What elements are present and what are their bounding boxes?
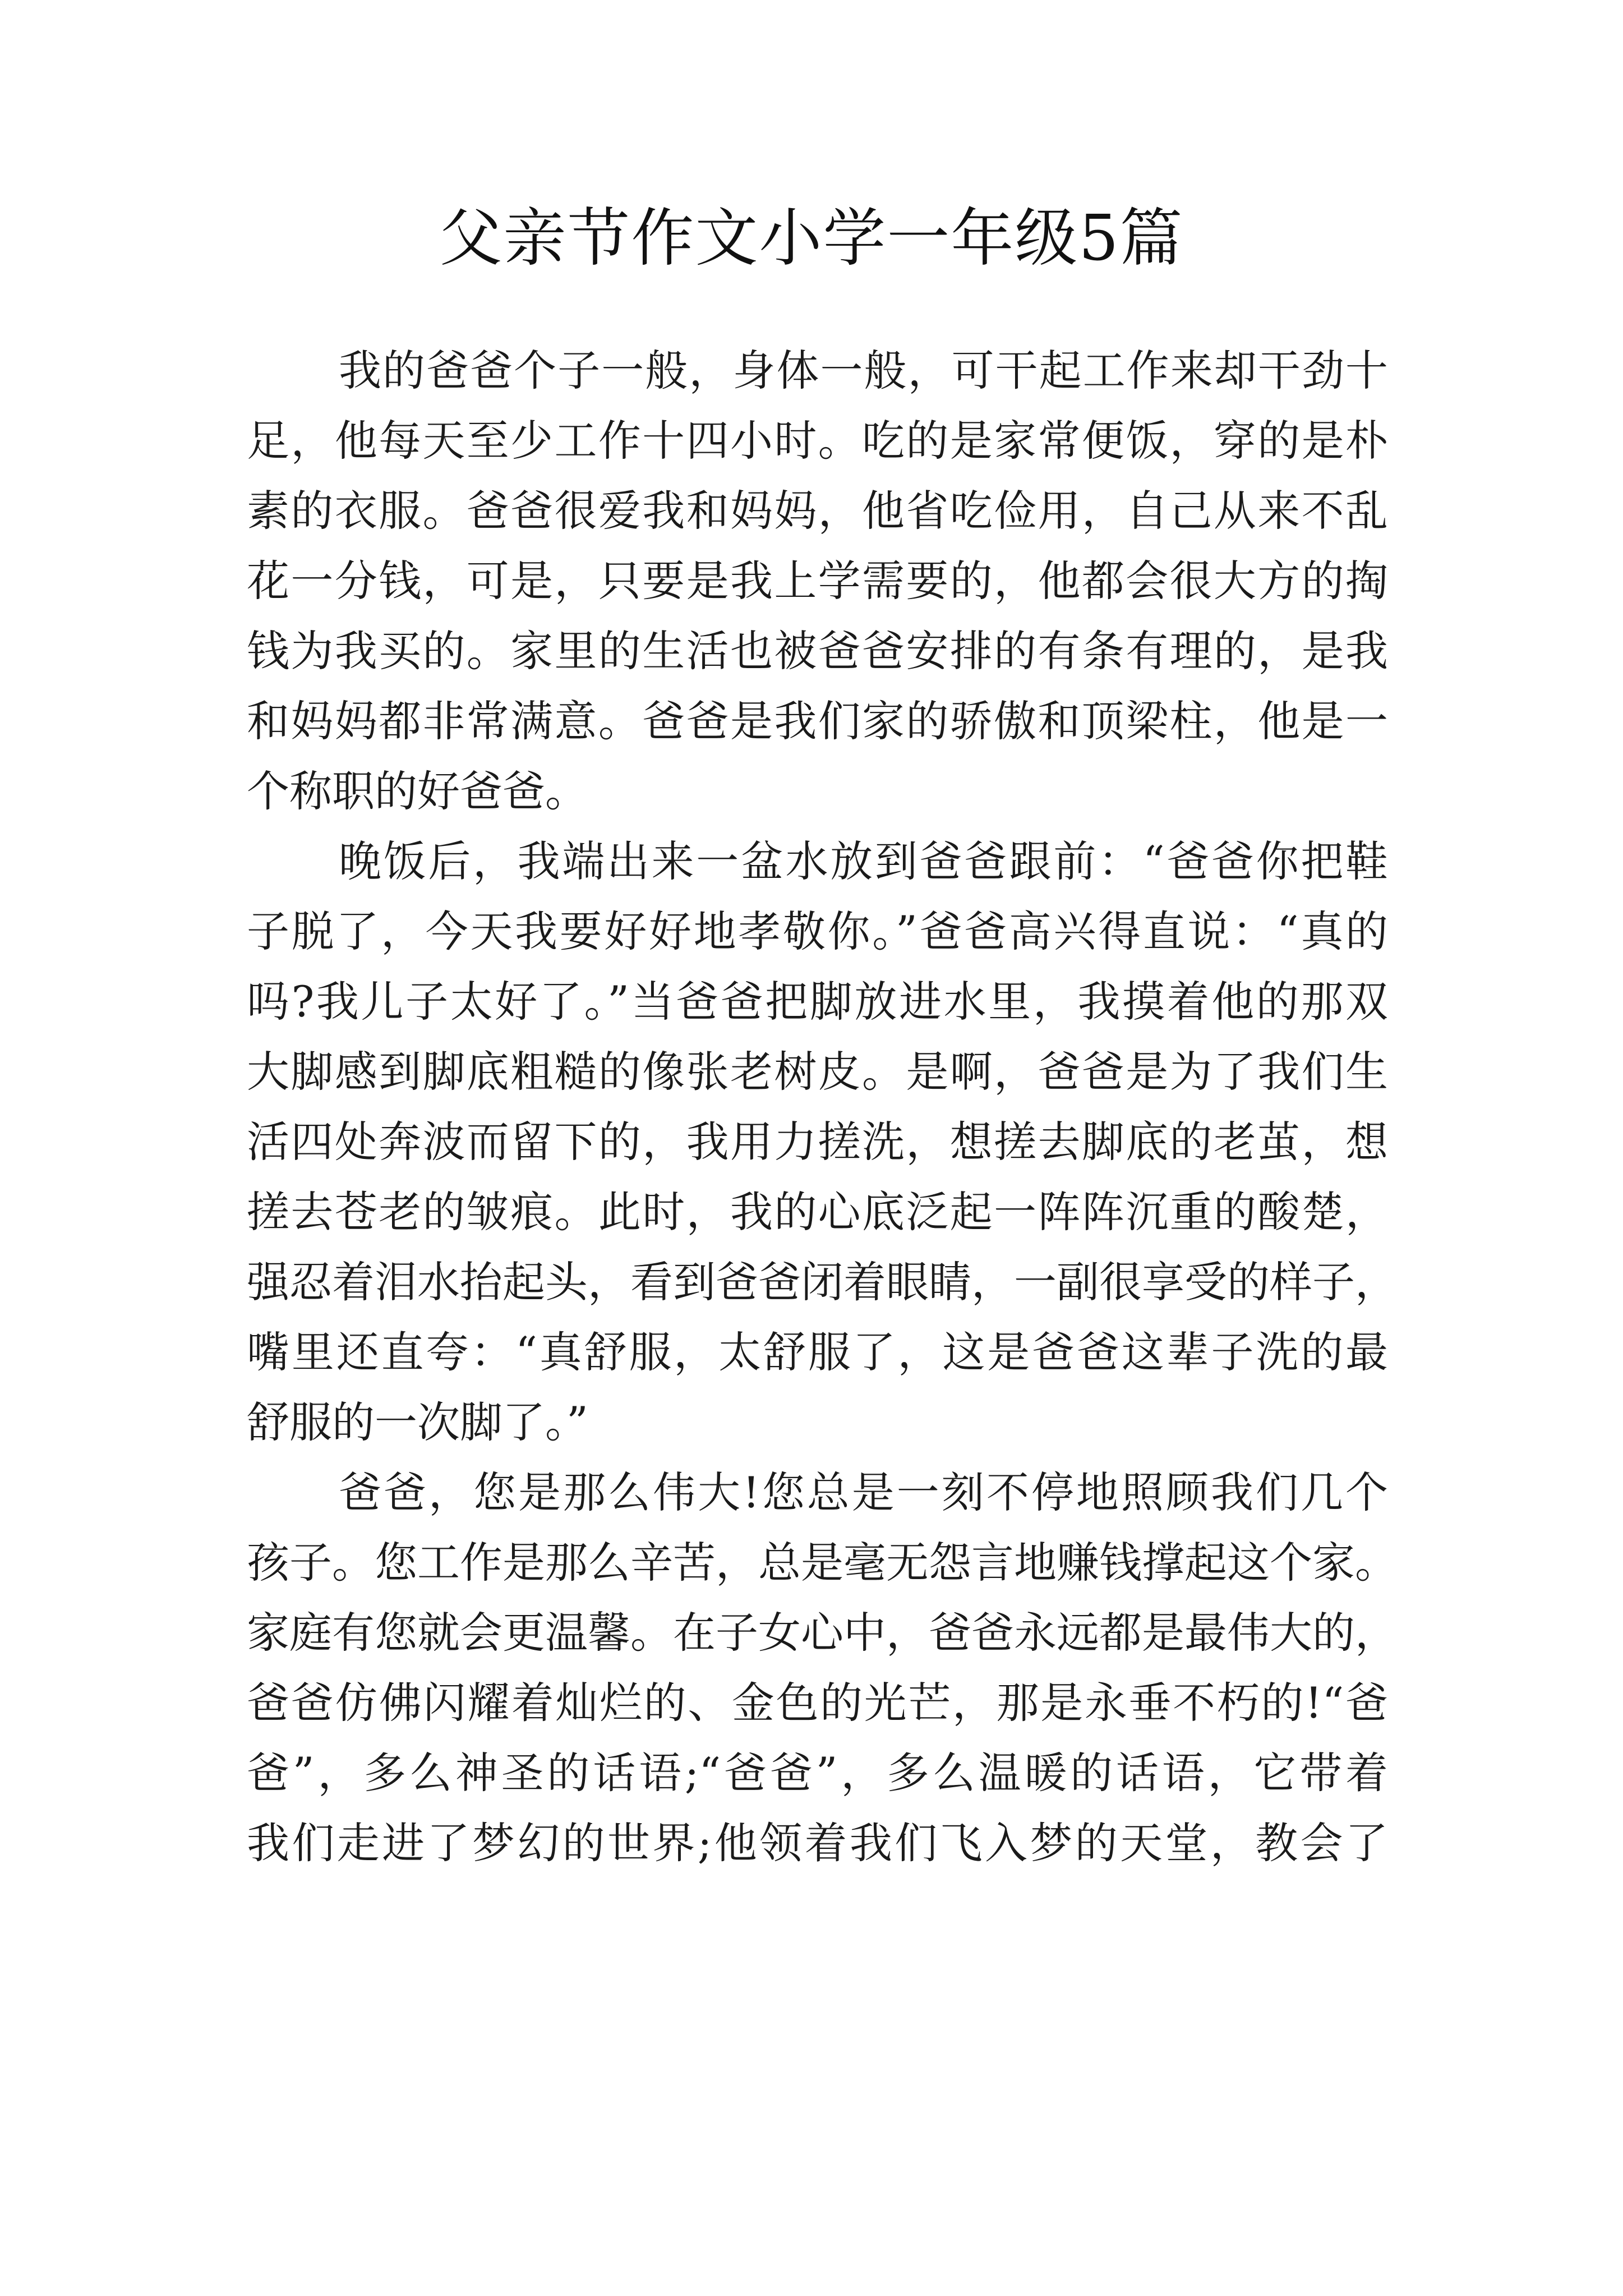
paragraph-line: 和妈妈都非常满意。爸爸是我们家的骄傲和顶梁柱，他是一 [247, 696, 1388, 746]
paragraph-line: 孩子。您工作是那么辛苦，总是毫无怨言地赚钱撑起这个家。 [247, 1538, 1398, 1588]
paragraph-line: 舒服的一次脚了。” [247, 1397, 588, 1447]
paragraph-line: 爸爸，您是那么伟大!您总是一刻不停地照顾我们几个 [339, 1467, 1388, 1517]
paragraph [247, 1457, 1398, 1878]
paragraph-line: 子脱了，今天我要好好地孝敬你。”爸爸高兴得直说：“真的 [247, 907, 1388, 956]
paragraph-line: 活四处奔波而留下的，我用力搓洗，想搓去脚底的老茧，想 [247, 1117, 1388, 1167]
paragraph-line: 爸爸仿佛闪耀着灿烂的、金色的光芒，那是永垂不朽的!“爸 [247, 1678, 1388, 1728]
paragraph-line: 足，他每天至少工作十四小时。吃的是家常便饭，穿的是朴 [247, 416, 1388, 466]
paragraph [247, 335, 1388, 826]
paragraph-line: 我们走进了梦幻的世界;他领着我们飞入梦的天堂，教会了 [247, 1818, 1388, 1868]
paragraph-line: 嘴里还直夸：“真舒服，太舒服了，这是爸爸这辈子洗的最 [247, 1327, 1388, 1377]
paragraph-line: 吗?我儿子太好了。”当爸爸把脚放进水里，我摸着他的那双 [247, 977, 1388, 1027]
paragraph-line: 家庭有您就会更温馨。在子女心中，爸爸永远都是最伟大的， [247, 1608, 1398, 1658]
document-body [247, 335, 1398, 1878]
paragraph-line: 强忍着泪水抬起头，看到爸爸闭着眼睛，一副很享受的样子， [247, 1257, 1398, 1307]
document-title: 父亲节作文小学一年级5篇 [439, 202, 1184, 275]
paragraph-line: 花一分钱，可是，只要是我上学需要的，他都会很大方的掏 [247, 556, 1388, 606]
paragraph-line: 搓去苍老的皱痕。此时，我的心底泛起一阵阵沉重的酸楚， [247, 1187, 1388, 1237]
paragraph-line: 我的爸爸个子一般，身体一般，可干起工作来却干劲十 [339, 346, 1388, 395]
paragraph-line: 爸”，多么神圣的话语;“爸爸”，多么温暖的话语，它带着 [247, 1748, 1388, 1798]
paragraph [247, 826, 1398, 1457]
paragraph-line: 大脚感到脚底粗糙的像张老树皮。是啊，爸爸是为了我们生 [247, 1047, 1388, 1097]
paragraph-line: 晚饭后，我端出来一盆水放到爸爸跟前：“爸爸你把鞋 [339, 836, 1388, 886]
paragraph-line: 个称职的好爸爸。 [247, 766, 588, 816]
paragraph-line: 钱为我买的。家里的生活也被爸爸安排的有条有理的，是我 [247, 626, 1388, 676]
paragraph-line: 素的衣服。爸爸很爱我和妈妈，他省吃俭用，自己从来不乱 [247, 486, 1388, 536]
